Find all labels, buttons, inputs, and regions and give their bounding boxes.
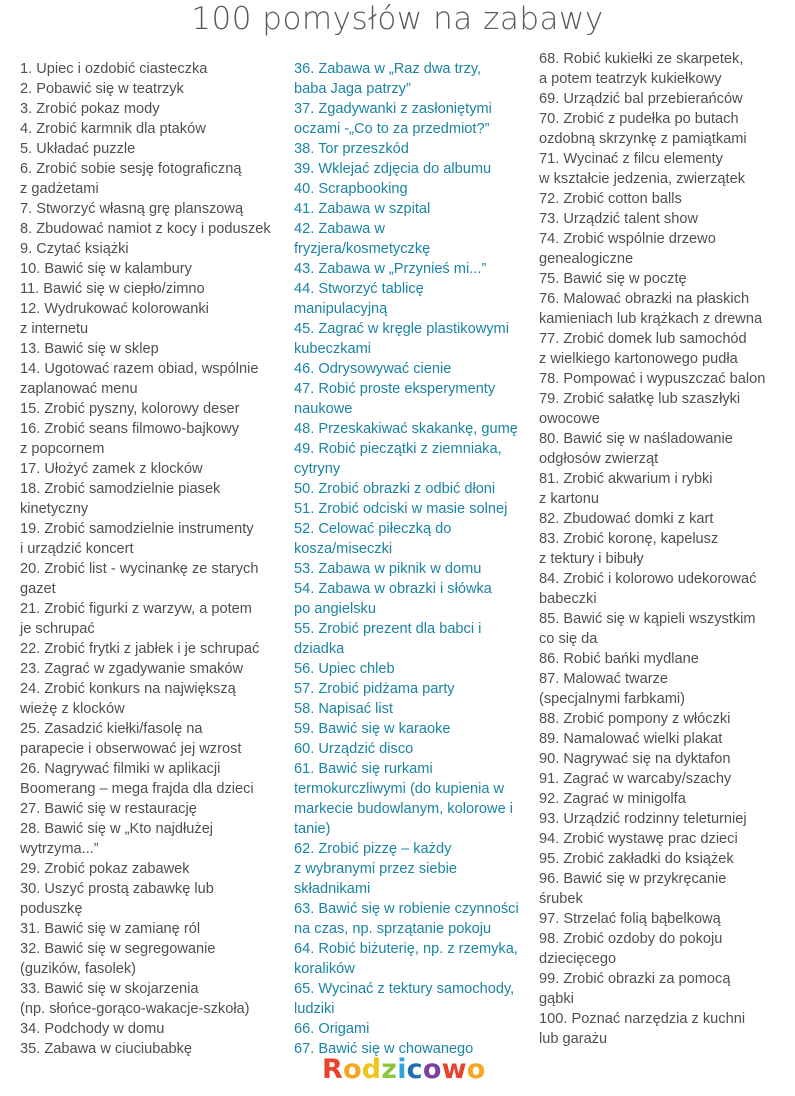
idea-line: (guzików, fasolek) [20, 961, 136, 977]
idea-line: 64. Robić biżuterię, np. z rzemyka, [294, 941, 518, 957]
idea-line: 10. Bawić się w kalambury [20, 261, 192, 277]
idea-item [294, 579, 534, 619]
idea-item [294, 199, 534, 219]
idea-line: 66. Origami [294, 1021, 370, 1037]
idea-line: (specjalnymi farbkami) [539, 691, 685, 707]
idea-line: i urządzić koncert [20, 541, 134, 557]
idea-item [20, 479, 288, 519]
idea-item [20, 199, 288, 219]
idea-line: 22. Zrobić frytki z jabłek i je schrupać [20, 641, 260, 657]
idea-item [20, 799, 288, 819]
idea-item [20, 859, 288, 879]
idea-line: 31. Bawić się w zamianę ról [20, 921, 201, 937]
idea-line: 59. Bawić się w karaoke [294, 721, 451, 737]
idea-item [539, 89, 789, 109]
idea-line: dziecięcego [539, 951, 617, 967]
idea-line: 9. Czytać książki [20, 241, 129, 257]
idea-item [20, 299, 288, 339]
idea-line: zaplanować menu [20, 381, 138, 397]
idea-item [20, 719, 288, 759]
idea-line: 14. Ugotować razem obiad, wspólnie [20, 361, 259, 377]
idea-line: z gadżetami [20, 181, 99, 197]
idea-item [294, 719, 534, 739]
idea-line: 21. Zrobić figurki z warzyw, a potem [20, 601, 252, 617]
idea-line: 97. Strzelać folią bąbelkową [539, 911, 721, 927]
idea-item [539, 969, 789, 1009]
idea-line: 3. Zrobić pokaz mody [20, 101, 160, 117]
idea-line: 98. Zrobić ozdoby do pokoju [539, 931, 723, 947]
idea-line: kamieniach lub krążkach z drewna [539, 311, 763, 327]
idea-item [539, 909, 789, 929]
idea-item [294, 159, 534, 179]
idea-line: 80. Bawić się w naśladowanie [539, 431, 733, 447]
idea-item [294, 59, 534, 99]
idea-item [20, 59, 288, 79]
idea-line: 34. Podchody w domu [20, 1021, 165, 1037]
idea-line: 6. Zrobić sobie sesję fotograficzną [20, 161, 242, 177]
idea-line: odgłosów zwierząt [539, 451, 659, 467]
idea-line: 49. Robić pieczątki z ziemniaka, [294, 441, 502, 457]
idea-line: 81. Zrobić akwarium i rybki [539, 471, 713, 487]
idea-line: a potem teatrzyk kukiełkowy [539, 71, 722, 87]
idea-line: co się da [539, 631, 598, 647]
idea-line: 74. Zrobić wspólnie drzewo [539, 231, 716, 247]
idea-item [539, 769, 789, 789]
idea-item [294, 279, 534, 319]
idea-item [294, 659, 534, 679]
idea-line: z tektury i bibuły [539, 551, 644, 567]
idea-line: owocowe [539, 411, 600, 427]
idea-line: 69. Urządzić bal przebierańców [539, 91, 743, 107]
idea-item [294, 259, 534, 279]
idea-line: 96. Bawić się w przykręcanie [539, 871, 727, 887]
idea-line: 89. Namalować wielki plakat [539, 731, 723, 747]
idea-item [20, 239, 288, 259]
ideas-column-3 [539, 49, 789, 1049]
idea-line: ludziki [294, 1001, 335, 1017]
idea-line: 100. Poznać narzędzia z kuchni [539, 1011, 746, 1027]
idea-line: 54. Zabawa w obrazki i słówka [294, 581, 492, 597]
idea-item [20, 399, 288, 419]
idea-line: 60. Urządzić disco [294, 741, 414, 757]
idea-line: 4. Zrobić karmnik dla ptaków [20, 121, 206, 137]
idea-line: w kształcie jedzenia, zwierzątek [539, 171, 746, 187]
idea-line: 27. Bawić się w restaurację [20, 801, 197, 817]
idea-item [294, 1019, 534, 1039]
idea-item [294, 979, 534, 1019]
idea-item [294, 899, 534, 939]
idea-item [20, 99, 288, 119]
idea-item [294, 139, 534, 159]
rodzicowo-logo [322, 1053, 486, 1087]
idea-item [20, 639, 288, 659]
idea-line: (np. słońce-gorąco-wakacje-szkoła) [20, 1001, 250, 1017]
idea-line: 8. Zbudować namiot z kocy i poduszek [20, 221, 271, 237]
idea-line: tanie) [294, 821, 331, 837]
idea-line: 58. Napisać list [294, 701, 393, 717]
idea-item [294, 759, 534, 839]
idea-line: 17. Ułożyć zamek z klocków [20, 461, 203, 477]
idea-item [294, 179, 534, 199]
idea-item [294, 739, 534, 759]
idea-line: 63. Bawić się w robienie czynności [294, 901, 519, 917]
idea-item [539, 609, 789, 649]
idea-item [539, 49, 789, 89]
idea-line: składnikami [294, 881, 371, 897]
idea-item [539, 209, 789, 229]
idea-line: 92. Zagrać w minigolfa [539, 791, 686, 807]
idea-line: parapecie i obserwować jej wzrost [20, 741, 242, 757]
idea-line: 38. Tor przeszkód [294, 141, 409, 157]
idea-line: śrubek [539, 891, 583, 907]
idea-line: 57. Zrobić pidżama party [294, 681, 455, 697]
idea-line: 28. Bawić się w „Kto najdłużej [20, 821, 214, 837]
ideas-column-2 [294, 59, 534, 1059]
idea-line: 52. Celować piłeczką do [294, 521, 452, 537]
idea-line: gąbki [539, 991, 574, 1007]
idea-line: 68. Robić kukiełki ze skarpetek, [539, 51, 744, 67]
idea-line: 23. Zagrać w zgadywanie smaków [20, 661, 244, 677]
idea-line: 12. Wydrukować kolorowanki [20, 301, 209, 317]
idea-item [20, 819, 288, 859]
idea-item [539, 789, 789, 809]
idea-line: kubeczkami [294, 341, 372, 357]
idea-line: z wielkiego kartonowego pudła [539, 351, 738, 367]
idea-item [294, 439, 534, 479]
idea-item [539, 369, 789, 389]
idea-item [539, 669, 789, 709]
idea-item [539, 829, 789, 849]
idea-line: kinetyczny [20, 501, 89, 517]
idea-line: kosza/miseczki [294, 541, 393, 557]
idea-line: 37. Zgadywanki z zasłoniętymi [294, 101, 492, 117]
idea-line: po angielsku [294, 601, 376, 617]
idea-line: Boomerang – mega frajda dla dzieci [20, 781, 254, 797]
idea-item [539, 709, 789, 729]
idea-item [20, 419, 288, 459]
idea-line: 16. Zrobić seans filmowo-bajkowy [20, 421, 239, 437]
idea-item [539, 929, 789, 969]
idea-item [294, 379, 534, 419]
idea-line: markecie budowlanym, kolorowe i [294, 801, 513, 817]
idea-item [294, 419, 534, 439]
idea-line: 88. Zrobić pompony z włóczki [539, 711, 731, 727]
idea-line: baba Jaga patrzy” [294, 81, 411, 97]
idea-line: 20. Zrobić list - wycinankę ze starych [20, 561, 259, 577]
idea-line: 94. Zrobić wystawę prac dzieci [539, 831, 738, 847]
idea-item [539, 289, 789, 329]
idea-line: 83. Zrobić koronę, kapelusz [539, 531, 719, 547]
idea-line: 2. Pobawić się w teatrzyk [20, 81, 184, 97]
idea-line: 70. Zrobić z pudełka po butach [539, 111, 739, 127]
idea-item [294, 839, 534, 899]
idea-item [20, 979, 288, 1019]
idea-item [539, 469, 789, 509]
idea-item [539, 569, 789, 609]
idea-line: 76. Malować obrazki na płaskich [539, 291, 750, 307]
idea-line: 29. Zrobić pokaz zabawek [20, 861, 190, 877]
idea-line: z popcornem [20, 441, 105, 457]
idea-item [294, 679, 534, 699]
idea-line: 93. Urządzić rodzinny teleturniej [539, 811, 747, 827]
idea-line: fryzjera/kosmetyczkę [294, 241, 431, 257]
idea-item [539, 329, 789, 369]
idea-item [539, 649, 789, 669]
idea-line: 46. Odrysowywać cienie [294, 361, 452, 377]
idea-line: 86. Robić bańki mydlane [539, 651, 699, 667]
idea-item [294, 499, 534, 519]
idea-line: 95. Zrobić zakładki do książek [539, 851, 734, 867]
ideas-column-1 [20, 59, 288, 1059]
idea-item [539, 389, 789, 429]
idea-line: 79. Zrobić sałatkę lub szaszłyki [539, 391, 741, 407]
idea-item [294, 619, 534, 659]
idea-line: 91. Zagrać w warcaby/szachy [539, 771, 732, 787]
idea-item [539, 429, 789, 469]
idea-item [20, 79, 288, 99]
idea-line: 32. Bawić się w segregowanie [20, 941, 216, 957]
idea-line: 77. Zrobić domek lub samochód [539, 331, 747, 347]
idea-line: genealogiczne [539, 251, 634, 267]
idea-item [539, 109, 789, 149]
idea-line: 53. Zabawa w piknik w domu [294, 561, 482, 577]
idea-line: babeczki [539, 591, 597, 607]
idea-item [20, 679, 288, 719]
idea-item [20, 659, 288, 679]
idea-item [20, 339, 288, 359]
idea-line: 45. Zagrać w kręgle plastikowymi [294, 321, 509, 337]
idea-line: z wybranymi przez siebie [294, 861, 458, 877]
idea-line: 42. Zabawa w [294, 221, 385, 237]
idea-line: naukowe [294, 401, 353, 417]
idea-line: 73. Urządzić talent show [539, 211, 698, 227]
idea-item [20, 759, 288, 799]
idea-item [20, 919, 288, 939]
idea-item [539, 1009, 789, 1049]
idea-line: 47. Robić proste eksperymenty [294, 381, 496, 397]
idea-item [20, 139, 288, 159]
idea-line: z internetu [20, 321, 89, 337]
idea-line: na czas, np. sprzątanie pokoju [294, 921, 492, 937]
idea-item [539, 849, 789, 869]
idea-line: 15. Zrobić pyszny, kolorowy deser [20, 401, 240, 417]
idea-item [539, 149, 789, 189]
idea-item [20, 359, 288, 399]
idea-line: 71. Wycinać z filcu elementy [539, 151, 723, 167]
idea-line: 61. Bawić się rurkami [294, 761, 433, 777]
idea-item [20, 599, 288, 639]
idea-line: 41. Zabawa w szpital [294, 201, 431, 217]
idea-line: je schrupać [20, 621, 95, 637]
idea-item [294, 939, 534, 979]
idea-line: 35. Zabawa w ciuciubabkę [20, 1041, 192, 1057]
idea-item [20, 279, 288, 299]
idea-line: 48. Przeskakiwać skakankę, gumę [294, 421, 518, 437]
idea-line: 11. Bawić się w ciepło/zimno [20, 281, 205, 297]
idea-line: 26. Nagrywać filmiki w aplikacji [20, 761, 221, 777]
idea-item [20, 259, 288, 279]
idea-line: 50. Zrobić obrazki z odbić dłoni [294, 481, 496, 497]
idea-line: 51. Zrobić odciski w masie solnej [294, 501, 508, 517]
idea-line: 7. Stworzyć własną grę planszową [20, 201, 244, 217]
idea-line: 43. Zabawa w „Przynieś mi...” [294, 261, 487, 277]
idea-item [20, 1039, 288, 1059]
idea-line: gazet [20, 581, 56, 597]
idea-line: 33. Bawić się w skojarzenia [20, 981, 199, 997]
idea-line: manipulacyjną [294, 301, 388, 317]
idea-item [20, 559, 288, 599]
idea-item [294, 519, 534, 559]
idea-line: wytrzyma...” [20, 841, 99, 857]
idea-item [294, 319, 534, 359]
idea-line: 62. Zrobić pizzę – każdy [294, 841, 452, 857]
idea-line: ozdobną skrzynkę z pamiątkami [539, 131, 747, 147]
idea-line: 78. Pompować i wypuszczać balon [539, 371, 766, 387]
idea-line: 25. Zasadzić kiełki/fasolę na [20, 721, 203, 737]
idea-line: 19. Zrobić samodzielnie instrumenty [20, 521, 254, 537]
idea-line: z kartonu [539, 491, 600, 507]
idea-item [20, 159, 288, 199]
idea-line: termokurczliwymi (do kupienia w [294, 781, 505, 797]
idea-item [20, 879, 288, 919]
idea-line: 39. Wklejać zdjęcia do albumu [294, 161, 492, 177]
idea-item [539, 509, 789, 529]
idea-item [20, 519, 288, 559]
idea-line: 13. Bawić się w sklep [20, 341, 159, 357]
idea-line: 65. Wycinać z tektury samochody, [294, 981, 515, 997]
idea-line: oczami -„Co to za przedmiot?” [294, 121, 490, 137]
idea-line: 72. Zrobić cotton balls [539, 191, 682, 207]
idea-item [20, 219, 288, 239]
idea-item [539, 749, 789, 769]
idea-line: dziadka [294, 641, 345, 657]
idea-line: 87. Malować twarze [539, 671, 668, 687]
idea-line: 30. Uszyć prostą zabawkę lub [20, 881, 214, 897]
idea-item [20, 1019, 288, 1039]
idea-line: 44. Stworzyć tablicę [294, 281, 424, 297]
idea-item [539, 729, 789, 749]
idea-line: 55. Zrobić prezent dla babci i [294, 621, 482, 637]
idea-line: 24. Zrobić konkurs na największą [20, 681, 236, 697]
idea-item [20, 119, 288, 139]
idea-line: 82. Zbudować domki z kart [539, 511, 714, 527]
idea-item [539, 189, 789, 209]
idea-line: 84. Zrobić i kolorowo udekorować [539, 571, 757, 587]
idea-line: 1. Upiec i ozdobić ciasteczka [20, 61, 208, 77]
idea-line: koralików [294, 961, 355, 977]
idea-line: wieżę z klocków [20, 701, 125, 717]
idea-item [20, 939, 288, 979]
idea-item [294, 99, 534, 139]
idea-line: 99. Zrobić obrazki za pomocą [539, 971, 731, 987]
idea-item [294, 219, 534, 259]
idea-line: poduszkę [20, 901, 83, 917]
page-title: 100 pomysłów na zabawy [191, 1, 604, 37]
idea-item [539, 269, 789, 289]
idea-line: cytryny [294, 461, 341, 477]
idea-item [20, 459, 288, 479]
idea-item [539, 229, 789, 269]
idea-line: 5. Układać puzzle [20, 141, 136, 157]
idea-item [294, 479, 534, 499]
idea-line: 36. Zabawa w „Raz dwa trzy, [294, 61, 482, 77]
idea-line: 90. Nagrywać się na dyktafon [539, 751, 731, 767]
idea-line: 67. Bawić się w chowanego [294, 1041, 474, 1057]
idea-item [539, 529, 789, 569]
idea-line: 40. Scrapbooking [294, 181, 408, 197]
idea-line: 75. Bawić się w pocztę [539, 271, 687, 287]
logo-text: Rodzicowo [322, 1054, 486, 1085]
idea-item [539, 869, 789, 909]
idea-line: lub garażu [539, 1031, 608, 1047]
idea-line: 18. Zrobić samodzielnie piasek [20, 481, 221, 497]
idea-item [294, 699, 534, 719]
idea-line: 85. Bawić się w kąpieli wszystkim [539, 611, 756, 627]
idea-item [294, 359, 534, 379]
idea-item [294, 559, 534, 579]
idea-item [539, 809, 789, 829]
idea-line: 56. Upiec chleb [294, 661, 395, 677]
